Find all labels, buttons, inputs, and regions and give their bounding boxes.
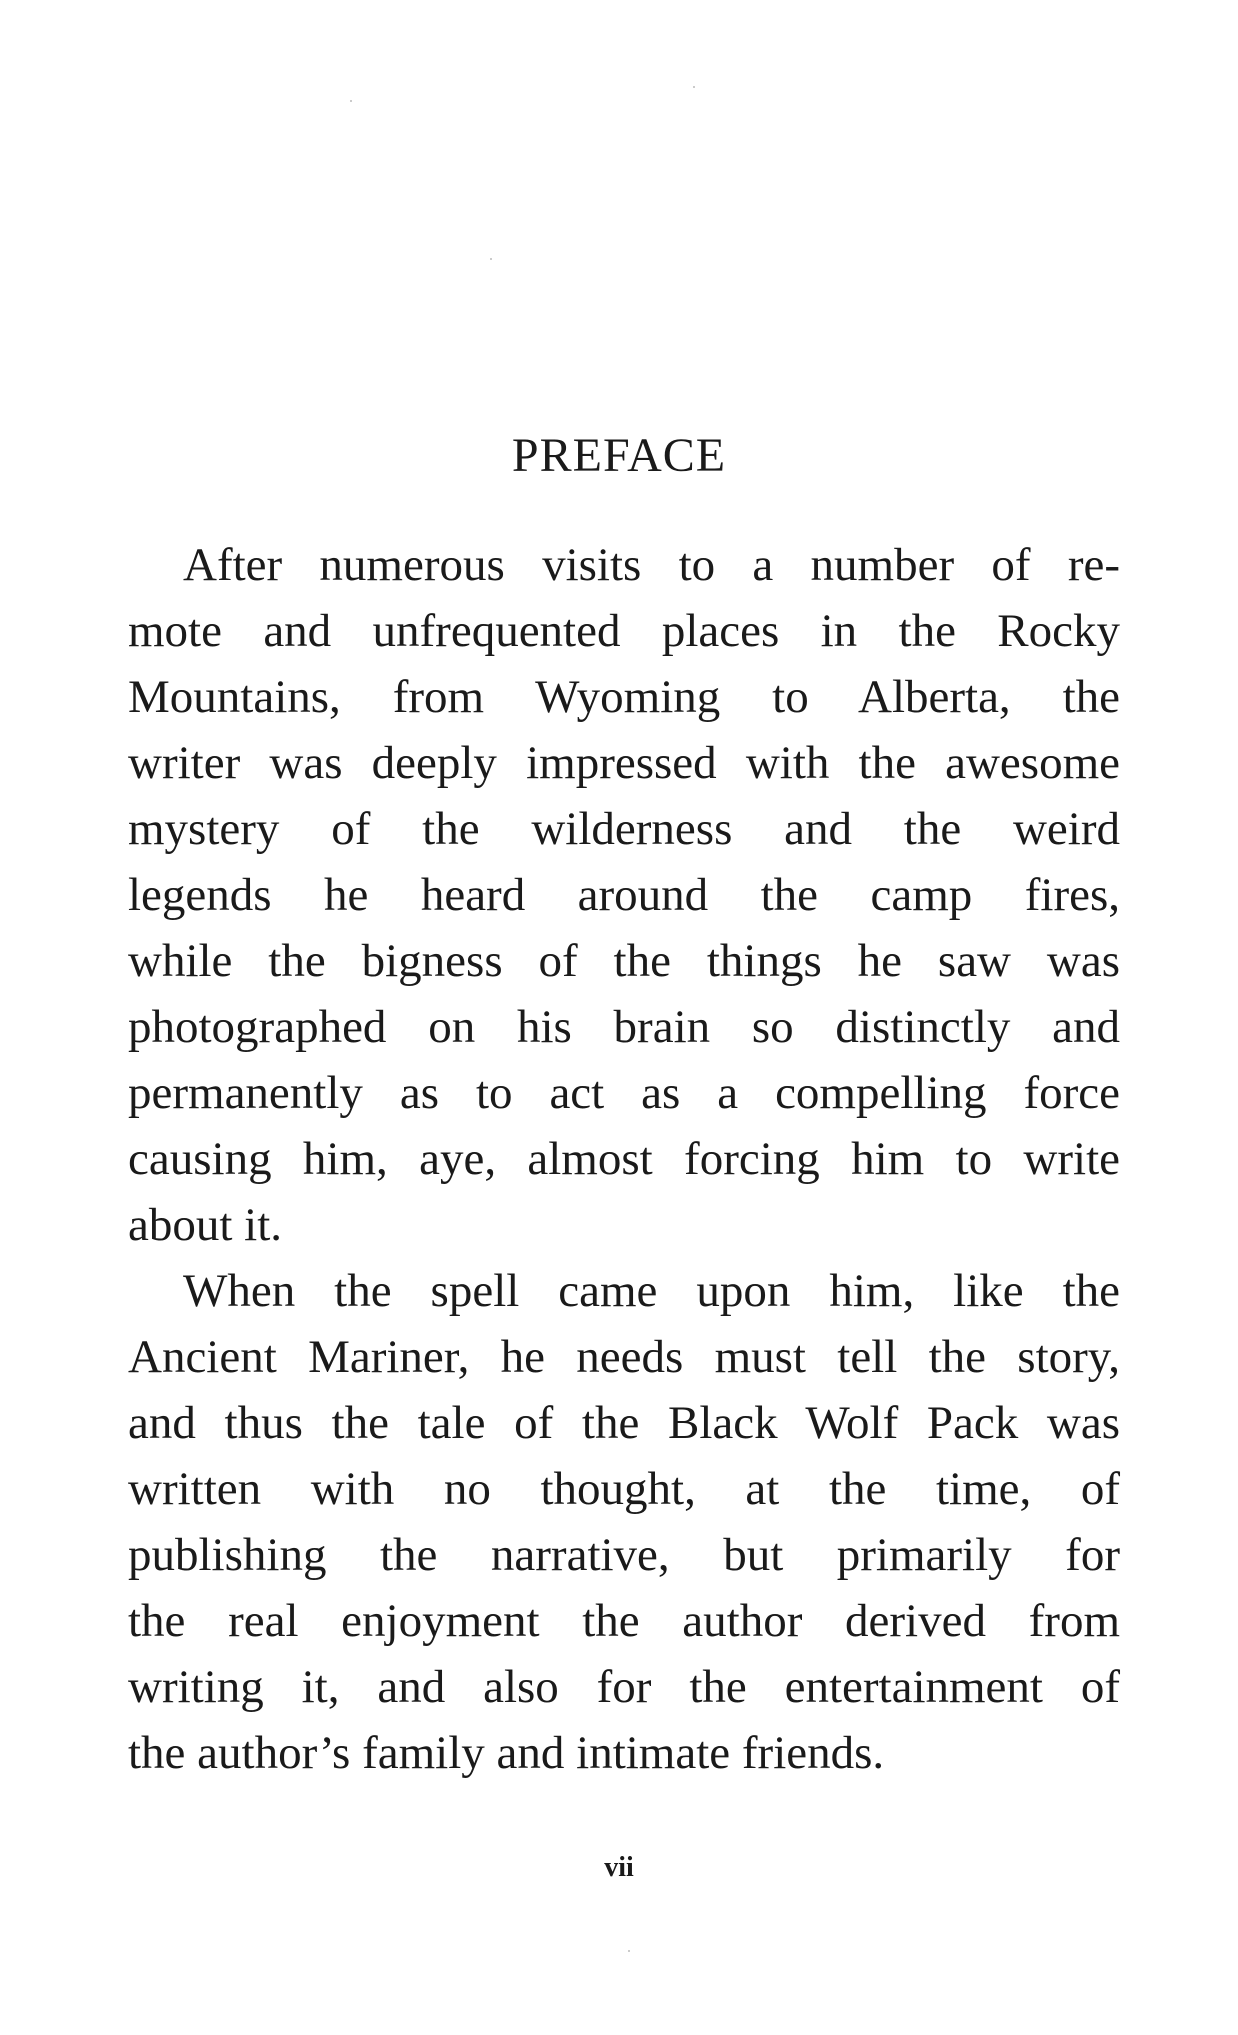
text-line: mystery of the wilderness and the weird (128, 803, 1120, 855)
text-line: permanently as to act as a compelling force (128, 1067, 1120, 1119)
text-line: photographed on his brain so distinctly and (128, 1001, 1120, 1053)
text-line: legends he heard around the camp fires, (128, 869, 1120, 921)
paper-speck (693, 86, 695, 88)
paragraph-2 (128, 1258, 1120, 1786)
text-line: writer was deeply impressed with the awesome (128, 737, 1120, 789)
preface-body (128, 532, 1120, 1786)
chapter-heading: PREFACE (511, 429, 727, 482)
text-line: After numerous visits to a number of re- (183, 539, 1120, 591)
paper-speck (350, 100, 352, 102)
text-line: the real enjoyment the author derived from (128, 1595, 1120, 1647)
text-line: about it. (128, 1199, 283, 1251)
text-line: Ancient Mariner, he needs must tell the story, (128, 1331, 1120, 1383)
paper-speck (628, 1950, 630, 1952)
text-line: writing it, and also for the entertainment of (128, 1661, 1120, 1713)
text-line: written with no thought, at the time, of (128, 1463, 1120, 1515)
text-line: causing him, aye, almost forcing him to write (128, 1133, 1120, 1185)
paper-speck (490, 258, 492, 260)
text-line: the author’s family and intimate friends. (128, 1727, 885, 1779)
text-line: mote and unfrequented places in the Rocky (128, 605, 1120, 657)
text-line: When the spell came upon him, like the (183, 1265, 1120, 1317)
text-line: Mountains, from Wyoming to Alberta, the (128, 671, 1120, 723)
paragraph-1 (128, 532, 1120, 1258)
text-line: publishing the narrative, but primarily for (128, 1529, 1120, 1581)
text-line: and thus the tale of the Black Wolf Pack was (128, 1397, 1120, 1449)
text-line: while the bigness of the things he saw was (128, 935, 1120, 987)
page-number: vii (604, 1852, 634, 1883)
